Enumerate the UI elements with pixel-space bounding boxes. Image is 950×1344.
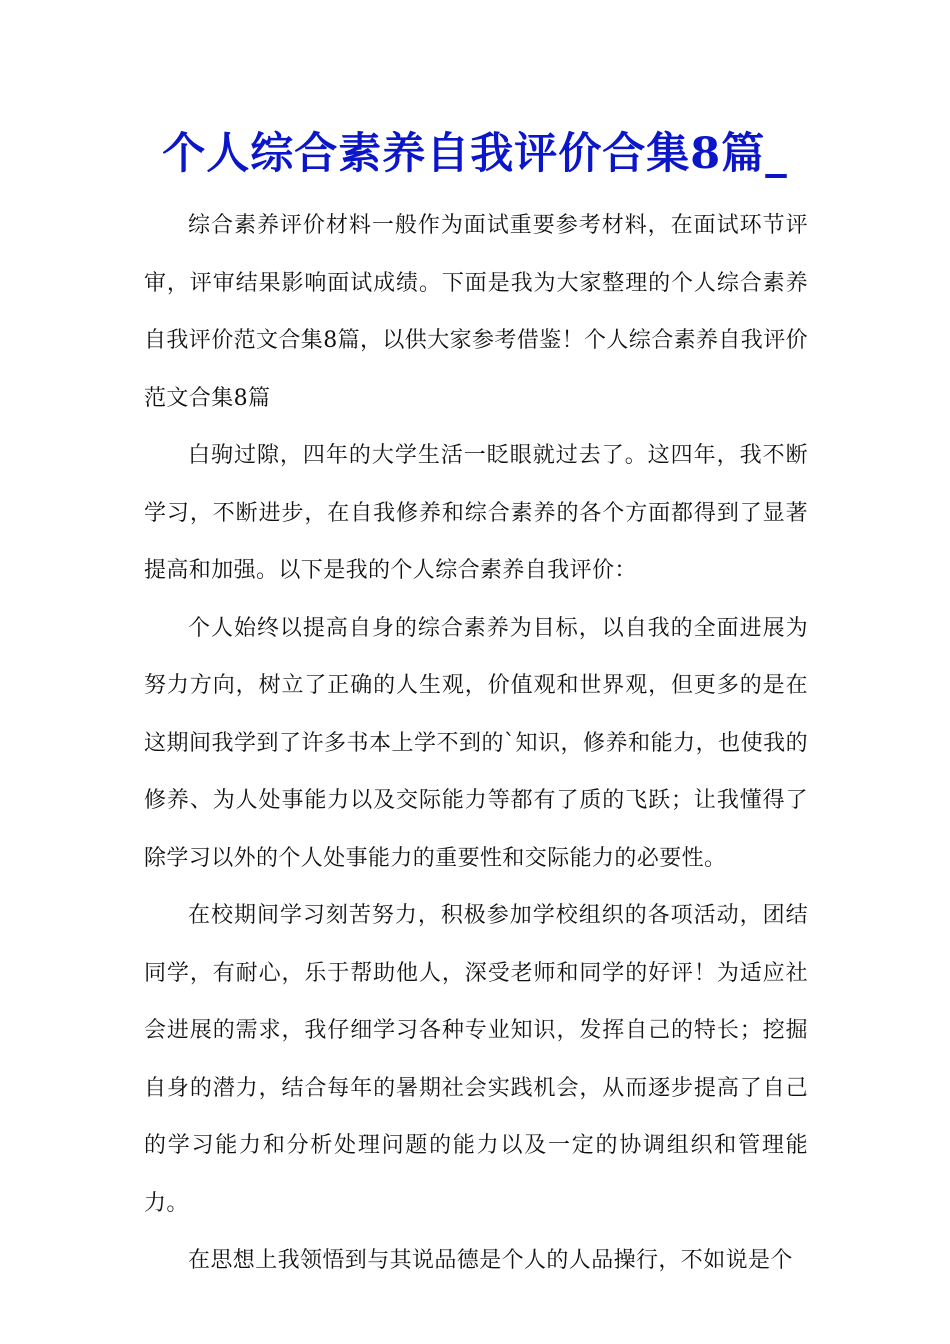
paragraph-1: 综合素养评价材料一般作为面试重要参考材料，在面试环节评审，评审结果影响面试成绩。下面是我为大家整理的个人综合素养自我评价范文合集8篇，以供大家参考借鉴！个人综合素养自我评价范文合集8篇: [144, 213, 808, 411]
document-body: [144, 197, 808, 1290]
paragraph-4: 在校期间学习刻苦努力，积极参加学校组织的各项活动，团结同学，有耐心，乐于帮助他人，深受老师和同学的好评！为适应社会进展的需求，我仔细学习各种专业知识，发挥自己的特长；挖掘自身的潜力，结合每年的暑期社会实践机会，从而逐步提高了自己的学习能力和分析处理问题的能力以及一定的协调组织和管理能力。: [144, 903, 808, 1216]
document-title: 个人综合素养自我评价合集8篇_: [162, 129, 788, 179]
paragraph-5: 在思想上我领悟到与其说品德是个人的人品操行，不如说是个: [188, 1248, 793, 1273]
paragraph-2: 白驹过隙，四年的大学生活一眨眼就过去了。这四年，我不断学习，不断进步，在自我修养和综合素养的各个方面都得到了显著提高和加强。以下是我的个人综合素养自我评价：: [144, 443, 808, 583]
paragraph-3: 个人始终以提高自身的综合素养为目标，以自我的全面进展为努力方向，树立了正确的人生观，价值观和世界观，但更多的是在这期间我学到了许多书本上学不到的`知识，修养和能力，也使我的修养、为人处事能力以及交际能力等都有了质的飞跃；让我懂得了除学习以外的个人处事能力的重要性和交际能力的必要性。: [144, 615, 808, 871]
